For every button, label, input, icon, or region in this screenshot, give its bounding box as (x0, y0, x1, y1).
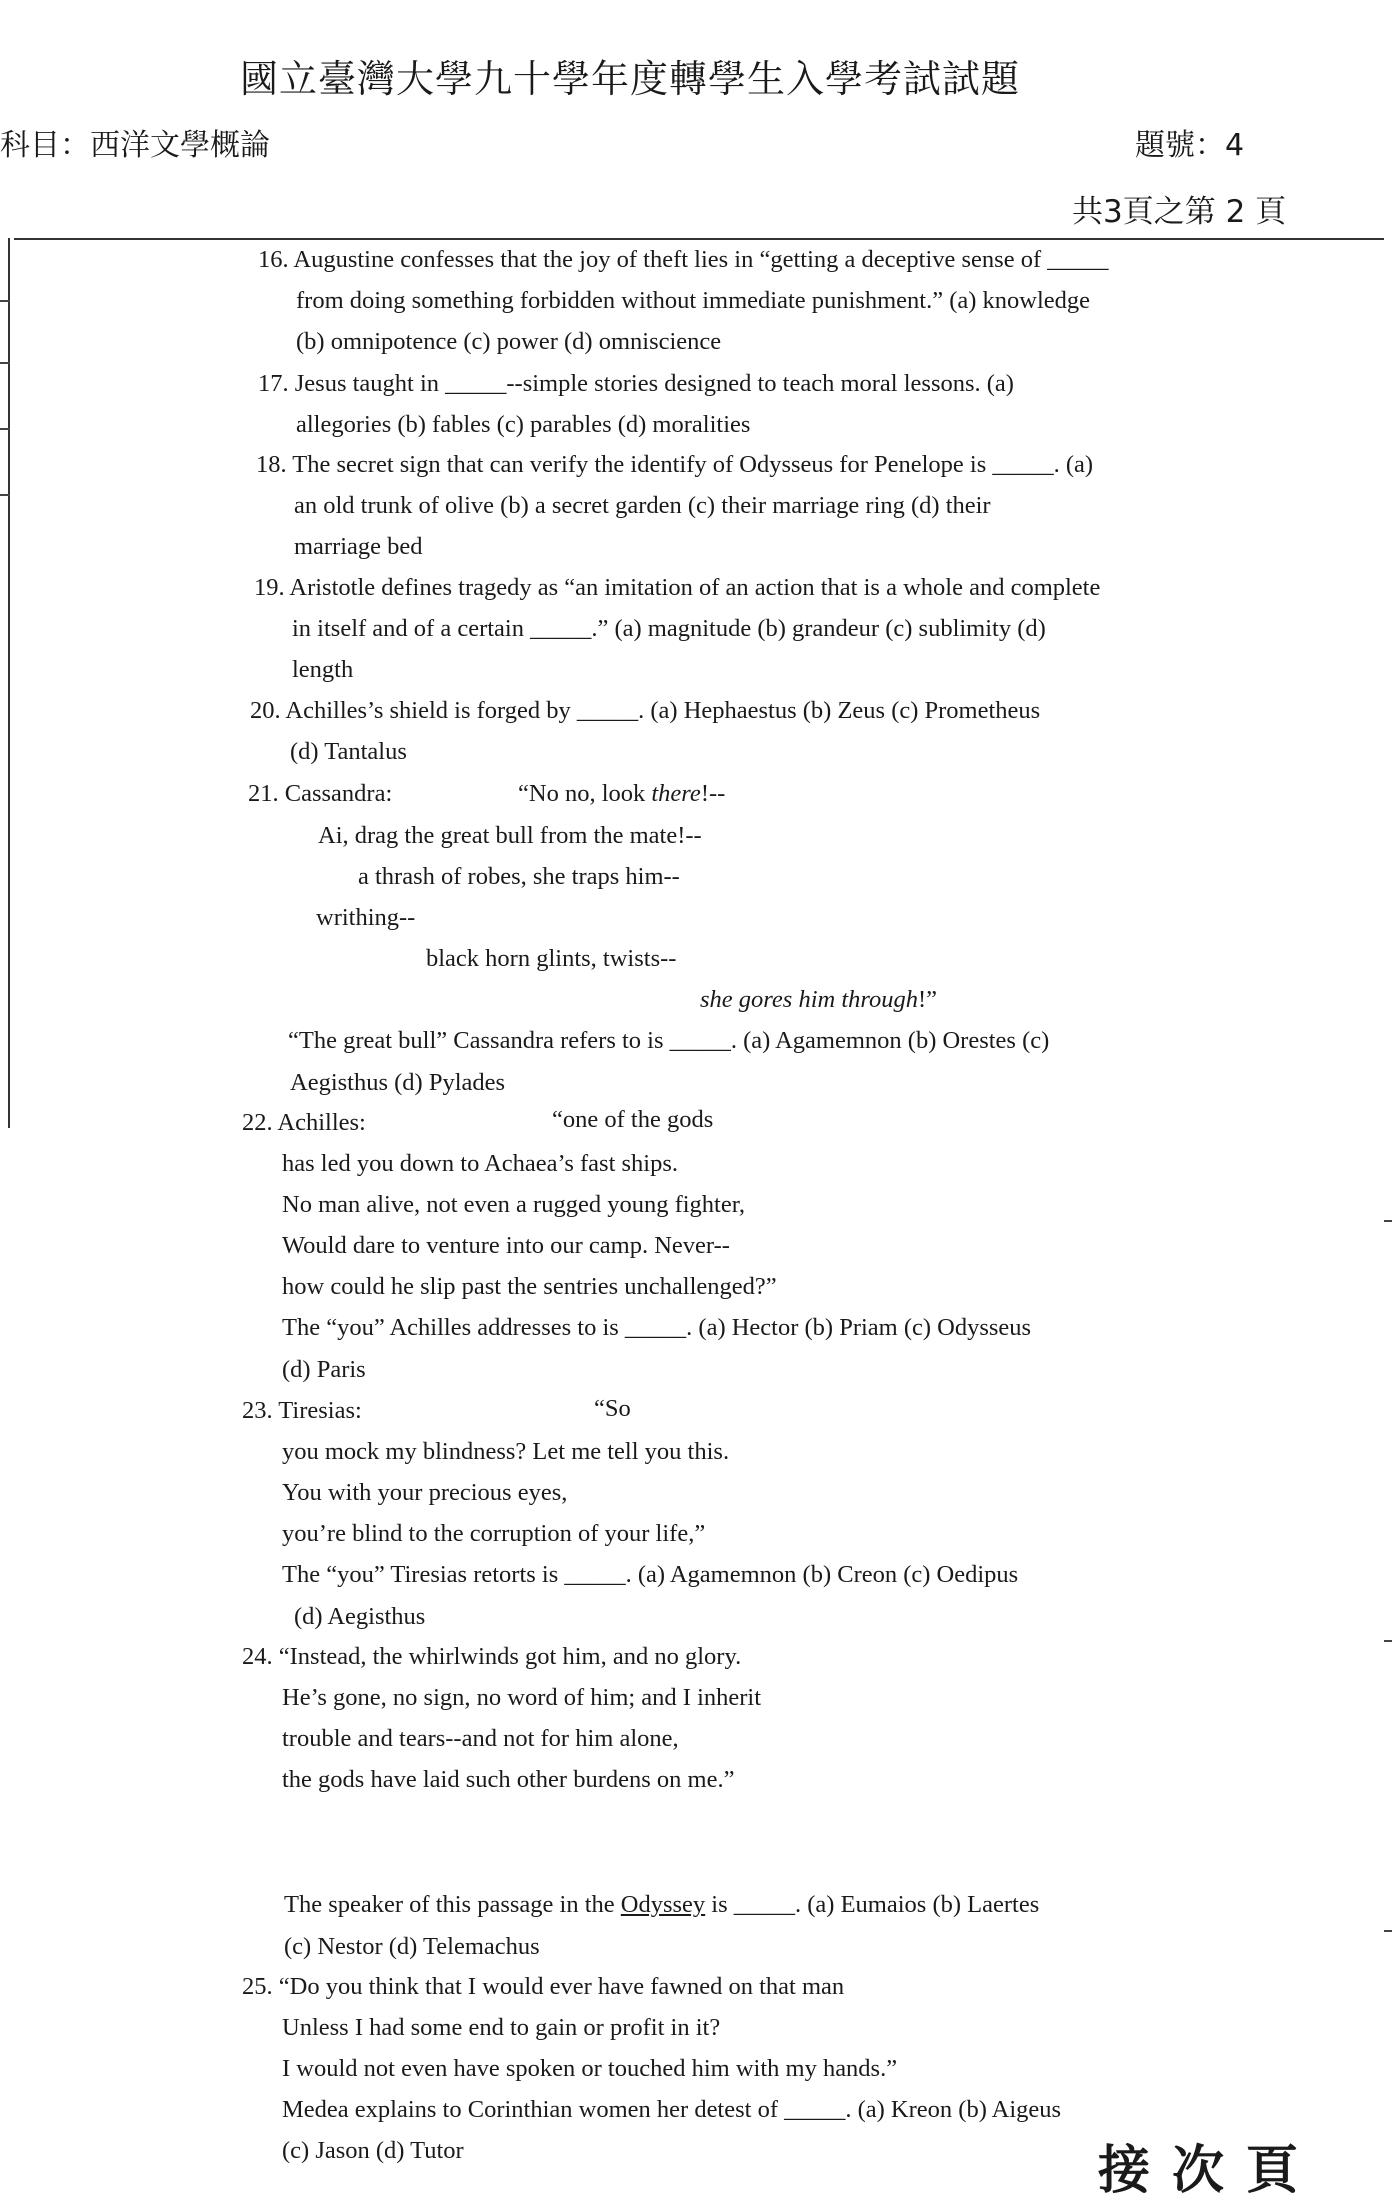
page-info: 共3頁之第 2 頁 (1072, 194, 1287, 230)
question-22-speaker: 22. Achilles: (242, 1109, 366, 1136)
quote-line: you mock my blindness? Let me tell you this. (282, 1438, 730, 1465)
question-21-line1: “The great bull” Cassandra refers to is _____. (a) Agamemnon (b) Orestes (c) (288, 1027, 1050, 1054)
quote-line: Ai, drag the great bull from the mate!-- (318, 822, 702, 849)
question-16-line3: (b) omnipotence (c) power (d) omniscience (296, 328, 722, 355)
question-22-line1: The “you” Achilles addresses to is _____. (a) Hector (b) Priam (c) Odysseus (282, 1314, 1032, 1341)
question-18-line2: an old trunk of olive (b) a secret garden (c) their marriage ring (d) their (294, 492, 991, 519)
question-21-speaker: 21. Cassandra: (248, 780, 393, 807)
quote-line: has led you down to Achaea’s fast ships. (282, 1150, 679, 1177)
quote-line: how could he slip past the sentries unchallenged?” (282, 1273, 777, 1300)
quote-line: you’re blind to the corruption of your life,” (282, 1520, 706, 1547)
quote-line: I would not even have spoken or touched him with my hands.” (282, 2055, 898, 2082)
left-rule (8, 238, 10, 1128)
question-17-line2: allegories (b) fables (c) parables (d) moralities (296, 411, 751, 438)
question-16-line2: from doing something forbidden without immediate punishment.” (a) knowledge (296, 287, 1091, 314)
question-16-line1: 16. Augustine confesses that the joy of theft lies in “getting a deceptive sense of _____ (258, 246, 1109, 273)
question-18-line3: marriage bed (294, 533, 423, 560)
question-21-line2: Aegisthus (d) Pylades (290, 1069, 506, 1096)
quote-line: trouble and tears--and not for him alone, (282, 1725, 679, 1752)
question-25-line1: Medea explains to Corinthian women her detest of _____. (a) Kreon (b) Aigeus (282, 2096, 1062, 2123)
question-24-line2: (c) Nestor (d) Telemachus (284, 1933, 540, 1960)
top-rule (14, 238, 1384, 240)
quote-line: “So (594, 1395, 631, 1422)
quote-line: Would dare to venture into our camp. Never-- (282, 1232, 730, 1259)
quote-line: 24. “Instead, the whirlwinds got him, and no glory. (242, 1643, 742, 1670)
question-19-line3: length (292, 656, 354, 683)
quote-line: writhing-- (316, 904, 416, 931)
margin-tick (1384, 1640, 1392, 1642)
question-20-line2: (d) Tantalus (290, 738, 407, 765)
question-17-line1: 17. Jesus taught in _____--simple stories designed to teach moral lessons. (a) (258, 370, 1014, 397)
exam-title: 國立臺灣大學九十學年度轉學生入學考試試題 (240, 57, 1021, 101)
question-18-line1: 18. The secret sign that can verify the identify of Odysseus for Penelope is _____. (a) (256, 451, 1094, 478)
subject-label: 科目：西洋文學概論 (0, 128, 270, 163)
quote-line: Unless I had some end to gain or profit in it? (282, 2014, 721, 2041)
margin-tick (0, 300, 10, 302)
question-20-line1: 20. Achilles’s shield is forged by _____. (a) Hephaestus (b) Zeus (c) Prometheus (250, 697, 1041, 724)
question-25-line2: (c) Jason (d) Tutor (282, 2137, 464, 2164)
question-22-line2: (d) Paris (282, 1356, 366, 1383)
quote-line: she gores him through!” (700, 986, 938, 1013)
quote-line: 25. “Do you think that I would ever have fawned on that man (242, 1973, 845, 2000)
question-19-line1: 19. Aristotle defines tragedy as “an imitation of an action that is a whole and complete (254, 574, 1101, 601)
question-24-line1: The speaker of this passage in the Odyssey is _____. (a) Eumaios (b) Laertes (284, 1891, 1040, 1918)
quote-line: the gods have laid such other burdens on me.” (282, 1766, 735, 1793)
quote-line: “one of the gods (552, 1106, 714, 1133)
continue-next-page-label: 接次頁 (1098, 2141, 1321, 2201)
margin-tick (0, 428, 10, 430)
question-23-line2: (d) Aegisthus (294, 1603, 426, 1630)
quote-line: No man alive, not even a rugged young fighter, (282, 1191, 746, 1218)
quote-line: You with your precious eyes, (282, 1479, 568, 1506)
quote-line: black horn glints, twists-- (426, 945, 677, 972)
quote-line: He’s gone, no sign, no word of him; and I inherit (282, 1684, 762, 1711)
quote-line: “No no, look there!-- (518, 780, 726, 807)
question-23-line1: The “you” Tiresias retorts is _____. (a) Agamemnon (b) Creon (c) Oedipus (282, 1561, 1019, 1588)
margin-tick (0, 494, 10, 496)
question-23-speaker: 23. Tiresias: (242, 1397, 362, 1424)
margin-tick (0, 362, 10, 364)
margin-tick (1384, 1930, 1392, 1932)
question-19-line2: in itself and of a certain _____.” (a) magnitude (b) grandeur (c) sublimity (d) (292, 615, 1046, 642)
quote-line: a thrash of robes, she traps him-- (358, 863, 680, 890)
margin-tick (1384, 1220, 1392, 1222)
question-number: 題號：4 (1135, 128, 1245, 163)
